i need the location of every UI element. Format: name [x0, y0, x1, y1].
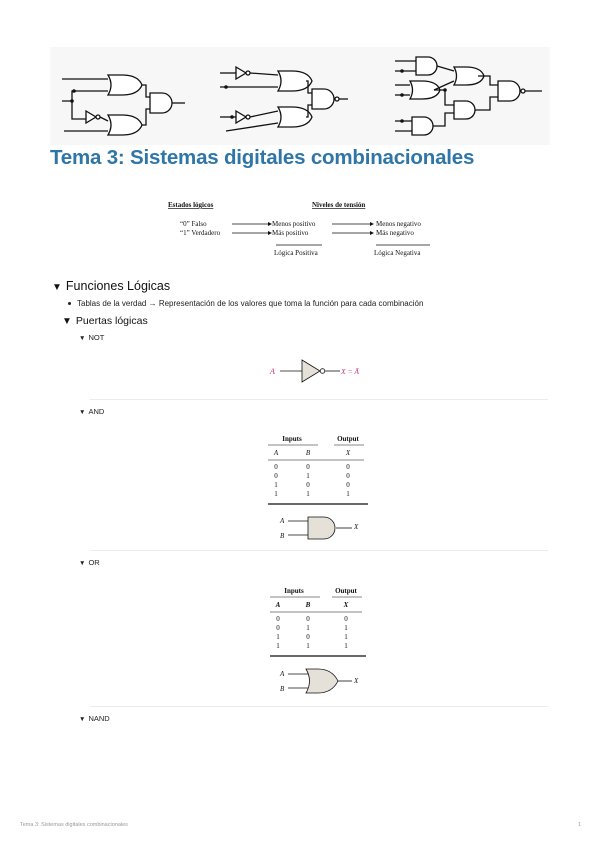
not-output-label: X = Ā [341, 367, 359, 376]
voltage-header: Niveles de tensión [312, 201, 366, 209]
toggle-or[interactable] [79, 558, 100, 567]
table-cell: 1 [274, 481, 278, 489]
and-input-a: A [280, 517, 285, 525]
table-cell: 1 [306, 490, 310, 498]
or-gate-symbol [276, 666, 366, 696]
negative-level-2: Más negativo [376, 229, 414, 237]
state-one-label: “1” Verdadero [180, 229, 221, 237]
toggle-arrow-icon: ▼ [79, 409, 86, 416]
table-cell: 0 [276, 624, 280, 632]
table-cell: 1 [344, 642, 348, 650]
inputs-header: Inputs [282, 435, 302, 443]
column-a-header: A [273, 449, 279, 457]
toggle-arrow-icon: ▼ [79, 560, 86, 567]
output-header: Output [335, 587, 357, 595]
divider [90, 706, 548, 707]
table-cell: 0 [346, 472, 350, 480]
table-cell: 0 [274, 463, 278, 471]
table-cell: 1 [306, 624, 310, 632]
page-title: Tema 3: Sistemas digitales combinacionales [50, 146, 475, 169]
column-b-header: B [305, 449, 311, 457]
table-cell: 1 [346, 490, 350, 498]
section-heading: Funciones Lógicas [65, 279, 171, 293]
table-cell: 1 [276, 642, 280, 650]
page-number: 1 [578, 822, 582, 828]
list-item-text: Tablas de la verdad → Representación de los valores que toma la función para cada combinación [77, 299, 424, 308]
toggle-arrow-icon: ▼ [62, 316, 72, 327]
table-cell: 1 [344, 633, 348, 641]
positive-level-2: Más positivo [272, 229, 309, 237]
table-cell: 0 [346, 481, 350, 489]
header-banner-image [50, 47, 550, 145]
output-header: Output [337, 435, 359, 443]
table-cell: 1 [306, 642, 310, 650]
table-cell: 0 [276, 615, 280, 623]
column-x-header: X [345, 449, 351, 457]
toggle-arrow-icon: ▼ [52, 282, 62, 293]
toggle-arrow-icon: ▼ [79, 335, 86, 342]
toggle-and[interactable] [79, 407, 104, 416]
positive-logic-label: Lógica Positiva [274, 249, 318, 257]
inputs-header: Inputs [284, 587, 304, 595]
column-b-header: B [305, 601, 311, 609]
or-input-b: B [280, 685, 285, 693]
states-header: Estados lógicos [168, 201, 214, 209]
table-cell: 0 [344, 615, 348, 623]
logic-circuits-illustration [50, 47, 550, 145]
and-truth-table [264, 430, 376, 510]
table-cell: 0 [346, 463, 350, 471]
not-input-label: A [270, 367, 275, 376]
and-input-b: B [280, 532, 285, 540]
table-cell: 1 [276, 633, 280, 641]
toggle-not[interactable] [79, 333, 104, 342]
negative-logic-label: Lógica Negativa [374, 249, 421, 257]
toggle-funciones-logicas[interactable] [52, 279, 170, 293]
and-output-x: X [354, 523, 359, 531]
divider [90, 550, 548, 551]
table-cell: 0 [306, 463, 310, 471]
gate-label: AND [88, 407, 105, 416]
toggle-arrow-icon: ▼ [79, 716, 86, 723]
table-cell: 1 [306, 472, 310, 480]
not-gate-diagram [268, 356, 368, 384]
logic-levels-diagram [160, 196, 440, 260]
column-a-header: A [275, 601, 281, 609]
gate-label: NAND [88, 714, 110, 723]
bullet-icon [68, 302, 71, 305]
divider [90, 399, 548, 400]
table-cell: 0 [306, 615, 310, 623]
table-cell: 0 [306, 481, 310, 489]
or-output-x: X [354, 677, 359, 685]
gate-label: NOT [88, 333, 105, 342]
column-x-header: X [343, 601, 349, 609]
or-truth-table [266, 582, 378, 662]
or-input-a: A [280, 670, 285, 678]
list-item [68, 299, 423, 308]
toggle-puertas-logicas[interactable] [62, 315, 148, 327]
positive-level-1: Menos positivo [272, 220, 316, 228]
toggle-nand[interactable] [79, 714, 110, 723]
table-cell: 1 [344, 624, 348, 632]
table-cell: 0 [274, 472, 278, 480]
table-cell: 1 [274, 490, 278, 498]
state-zero-label: “0” Falso [180, 220, 207, 228]
subsection-heading: Puertas lógicas [75, 315, 148, 327]
negative-level-1: Menos negativo [376, 220, 421, 228]
footer-title: Tema 3: Sistemas digitales combinacionales [20, 822, 128, 828]
gate-label: OR [88, 558, 100, 567]
table-cell: 0 [306, 633, 310, 641]
and-gate-symbol [276, 514, 366, 542]
